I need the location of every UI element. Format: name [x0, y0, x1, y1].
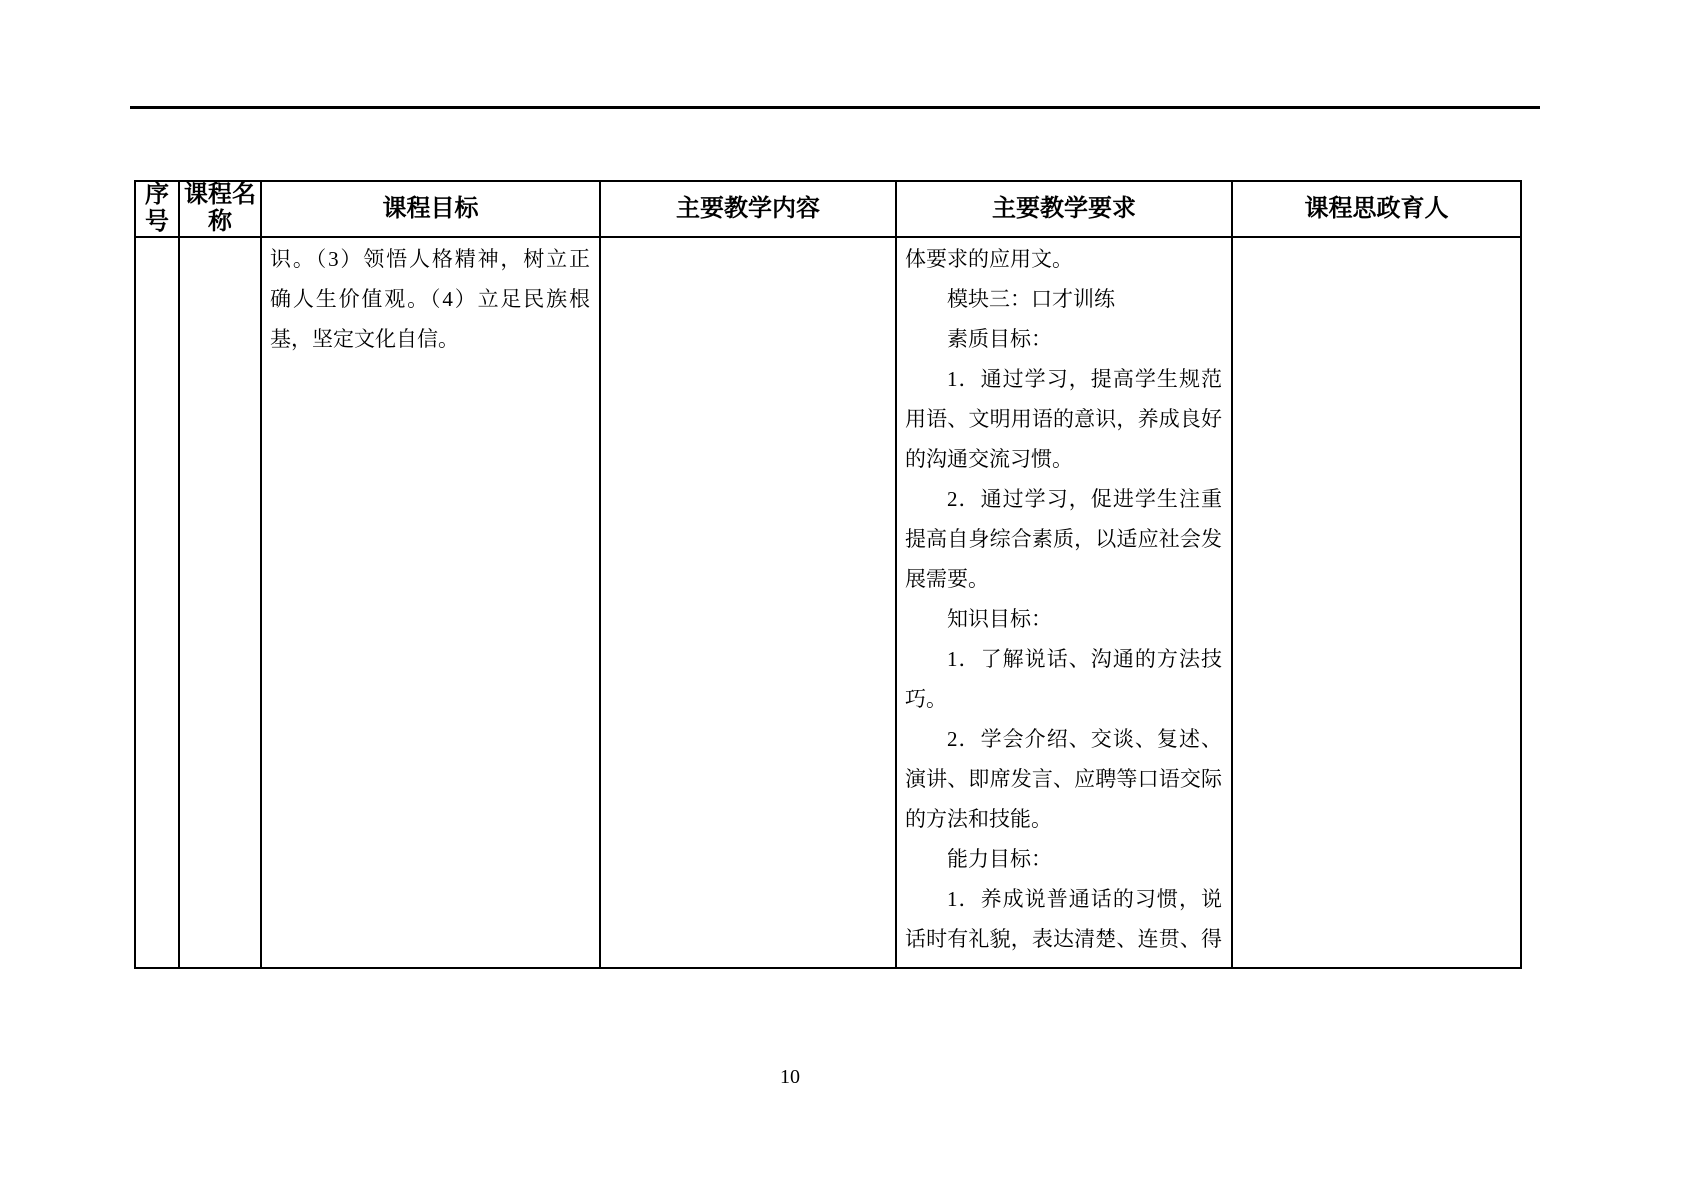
text-line: 演讲、即席发言、应聘等口语交际 [905, 767, 1222, 791]
text-line: 识。（3）领悟人格精神，树立正 [270, 247, 590, 271]
cell-course-objectives [261, 237, 600, 968]
text-line: 1．了解说话、沟通的方法技 [947, 647, 1222, 671]
text-line: 的方法和技能。 [905, 807, 1052, 831]
text-line: 用语、文明用语的意识，养成良好 [905, 407, 1222, 431]
table-header-row [135, 181, 1521, 237]
text-line: 确人生价值观。（4）立足民族根 [270, 287, 590, 311]
text-line: 1．通过学习，提高学生规范 [947, 367, 1222, 391]
text-line: 的沟通交流习惯。 [905, 447, 1073, 471]
cell-ideological-education [1232, 237, 1521, 968]
header-cell-course-name: 课程名称 [179, 181, 261, 237]
text-line: 知识目标： [947, 607, 1052, 631]
text-line: 能力目标： [947, 847, 1052, 871]
page-header-rule [130, 106, 1540, 109]
cell-seq [135, 237, 179, 968]
text-line: 巧。 [905, 687, 947, 711]
text-line: 1．养成说普通话的习惯，说 [947, 887, 1222, 911]
header-cell-course-objectives: 课程目标 [261, 181, 600, 237]
text-line: 基，坚定文化自信。 [270, 327, 459, 351]
table-body-row [135, 237, 1521, 968]
text-line: 提高自身综合素质，以适应社会发 [905, 527, 1222, 551]
header-cell-seq: 序号 [135, 181, 179, 237]
cell-main-teaching-content [600, 237, 896, 968]
text-line: 话时有礼貌，表达清楚、连贯、得 [905, 927, 1222, 951]
header-cell-main-teaching-requirements: 主要教学要求 [896, 181, 1232, 237]
text-line: 展需要。 [905, 567, 989, 591]
page-number: 10 [780, 1066, 800, 1088]
course-syllabus-table [134, 180, 1522, 969]
text-line: 2．学会介绍、交谈、复述、 [947, 727, 1222, 751]
header-cell-ideological-education: 课程思政育人 [1232, 181, 1521, 237]
cell-course-name [179, 237, 261, 968]
text-line: 2．通过学习，促进学生注重 [947, 487, 1222, 511]
text-line: 素质目标： [947, 327, 1052, 351]
text-line: 模块三：口才训练 [947, 287, 1115, 311]
cell-main-teaching-requirements [896, 237, 1232, 968]
text-line: 体要求的应用文。 [905, 247, 1073, 271]
header-cell-main-teaching-content: 主要教学内容 [600, 181, 896, 237]
